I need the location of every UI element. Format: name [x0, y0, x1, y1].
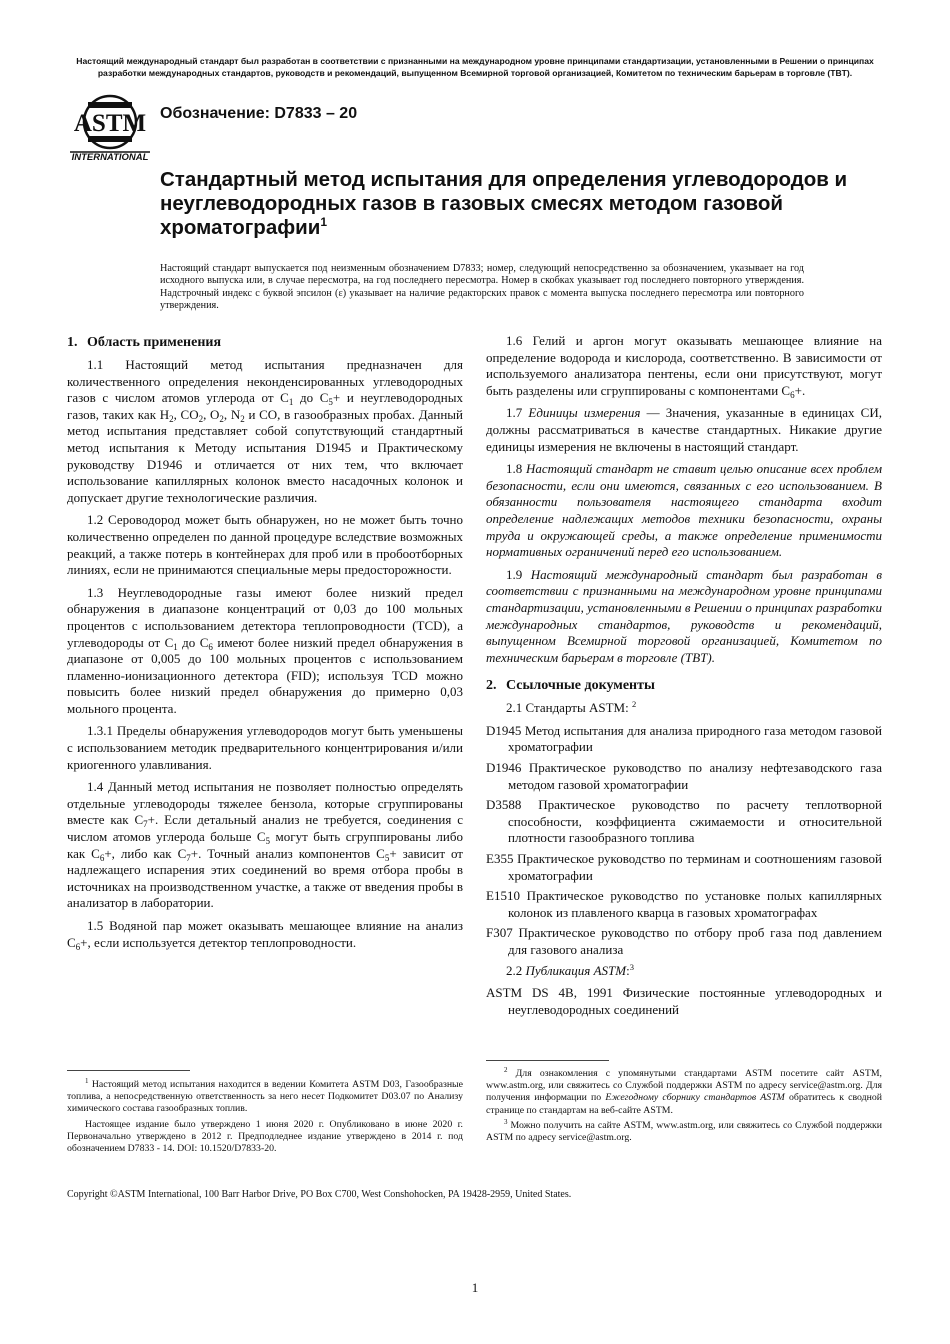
- paragraph-1-8: 1.8 Настоящий стандарт не ставит целью описание всех проблем безопасности, если они имеются, связанных с его использованием. В обязанности пользователя настоящего стандарта входит определение надлежащих методов техники безопасности, охраны труда и окружающей среды, а также определение применимости нормативных ограничений перед его использованием.: [486, 461, 882, 560]
- title-text: Стандартный метод испытания для определения углеводородов и неуглеводородных газов в газовых смесях методом газовой хроматографии: [160, 168, 848, 239]
- issuance-note: Настоящий стандарт выпускается под неизменным обозначением D7833; номер, следующий непосредственно за обозначением, указывает на год исходного выпуска или, в случае пересмотра, на год последнего пересмотра. Номер в скобках указывает год последнего повторного утверждения. Надстрочный индекс с буквой эпсилон (ε) указывает на наличие редакторских правок с момента выпуска последнего пересмотра или повторного утверждения.: [160, 263, 804, 312]
- footnote-2-3: $^2$ Для ознакомления с упомянутыми стандартами ASTM посетите сайт ASTM, www.astm.org, или свяжитесь со Службой поддержки ASTM по адресу service@astm.org. Для получения информации по Ежегодному сборнику стандартов ASTM обратитесь к сводной странице по стандартам на веб-сайте ASTM. $^3$ Можно получить на сайте ASTM, www.astm.org, или свяжитесь со Службой поддержки ASTM по адресу service@astm.org.: [486, 1066, 883, 1144]
- section-1-heading: 1. Область применения: [67, 335, 222, 350]
- reference-item: D1946 Практическое руководство по анализу нефтезаводского газа методом газовой хроматографии: [486, 760, 882, 792]
- paragraph-1-3-1: 1.3.1 Пределы обнаружения углеводородов могут быть уменьшены с использованием методик предварительного концентрирования и/или криогенного улавливания.: [67, 723, 463, 772]
- reference-item: D1945 Метод испытания для анализа природного газа методом газовой хроматографии: [486, 722, 882, 755]
- header-notice: Настоящий международный стандарт был разработан в соответствии с признанными на международном уровне принципами стандартизации, установленными в Решении о принципах разработки международных стандартов, руководств и рекомендаций, выпущенном Всемирной торговой организацией, Комитетом по техническим барьерам в торговле (TBT).: [76, 56, 874, 78]
- document-title: [160, 168, 860, 240]
- footnote-rule-left: [67, 1070, 190, 1071]
- logo-text: ASTM: [73, 110, 147, 137]
- paragraph-1-2: 1.2 Сероводород может быть обнаружен, но не может быть точно количественно определен по данной процедуре вследствие возможных реакций, а также потерь в контейнерах для проб или в пробоотборных линиях, если не принимаются специальные меры предосторожности.: [67, 512, 463, 578]
- paragraph-1-5: 1.5 Водяной пар может оказывать мешающее влияние на анализ $C_6+$, если используется детектор теплопроводности.: [67, 918, 463, 952]
- logo-subtext: INTERNATIONAL: [71, 152, 149, 163]
- right-column: [486, 333, 882, 1022]
- footnote-1: $^1$ Настоящий метод испытания находится в ведении Комитета ASTM D03, Газообразные топлива, а непосредственную ответственность за него несет Подкомитет D03.07 по Анализу химического состава газообразных топлив. Настоящее издание было утверждено 1 июня 2020 г. Опубликовано в июне 2020 г. Первоначально утверждено в 2012 г. Предподледнее издание утверждено в 2014 г. под обозначением D7833 - 14. DOI: 10.1520/D7833-20.: [67, 1077, 463, 1155]
- paragraph-1-6: 1.6 Гелий и аргон могут оказывать мешающее влияние на определение водорода и кислорода, соответственно. В зависимости от используемого анализатора пентены, если они присутствуют, могут быть разделены или сгруппированы с компонентами $C_6+$.: [486, 333, 882, 400]
- designation: Обозначение: D7833 – 20: [160, 105, 358, 122]
- title-footnote-mark: 1: [320, 215, 328, 229]
- reference-item: F307 Практическое руководство по отбору проб газа под давлением для газового анализа: [486, 925, 882, 957]
- paragraph-2-2: 2.2 Публикация ASTM:$^3$: [506, 961, 634, 978]
- publication-item: ASTM DS 4B, 1991 Физические постоянные углеводородных и неуглеводородных соединений: [486, 985, 882, 1017]
- astm-logo: [68, 88, 152, 166]
- paragraph-1-7: 1.7 Единицы измерения — Значения, указанные в единицах СИ, должны рассматриваться в качестве стандартных. Никакие другие единицы измерения не включены в настоящий стандарт.: [486, 405, 882, 454]
- reference-item: E1510 Практическое руководство по установке полых капиллярных колонок из плавленого кварца в газовых хроматографах: [486, 888, 882, 920]
- paragraph-1-3: 1.3 Неуглеводородные газы имеют более низкий предел обнаружения в диапазоне концентраций от 0,03 до 100 мольных процентов с использованием детектора теплопроводности (TCD), а углеводороды от $C_1$ до $C_6$ имеют более низкий предел обнаружения в диапазоне от 0,005 до 100 мольных процентов с использованием пламенно-ионизационного детектора (FID); используя TCD можно повысить более низкий предел обнаружения до примерно 0,03 мольного процента.: [67, 584, 464, 716]
- reference-item: E355 Практическое руководство по терминам и соотношениям газовой хроматографии: [486, 851, 882, 883]
- paragraph-1-1: 1.1 Настоящий метод испытания предназначен для количественного определения неконденсированных углеводородных газов с числом атомов углерода от $C_1$ до $C_5+ и$ неуглеводородных газов, таких как $H_2$, $CO_2$, $O_2$, $N_2$ и CO, в газообразных пробах. Данный метод испытания представляет собой сопутствующий стандартный метод испытания к Методу испытания D1945 и Практическому руководству D1946 и отличается от них тем, что включает использование капиллярных колонок вместо насадочных колонок и допускает другие технологические различия.: [67, 357, 463, 505]
- section-2-heading: 2. Ссылочные документы: [486, 678, 655, 694]
- reference-item: D3588 Практическое руководство по расчету теплотворной способности, коэффициента сжимаемости и относительной плотности газообразного топлива: [486, 797, 882, 846]
- paragraph-1-9: 1.9 Настоящий международный стандарт был разработан в соответствии с признанными на международном уровне принципами стандартизации, установленными в Решении о принципах разработки международных стандартов, руководств и рекомендаций, выпущенном Всемирной торговой организацией, Комитетом по техническим барьерам в торговле (TBT).: [486, 566, 883, 665]
- page-number: 1: [471, 1280, 479, 1295]
- paragraph-1-4: 1.4 Данный метод испытания не позволяет полностью определять отдельные углеводороды тяжелее бензола, которые сгруппированы вместе как $C_7+$. Если детальный анализ не требуется, соединения с числом атомов углерода больше $C_5$ могут быть сгруппированы либо как $C_6+$, либо как $C_7+$. Точный анализ компонентов $C_5+$ зависит от надлежащего испарения этих соединений во время отбора пробы в источниках на производственном участке, а также от введения пробы в анализатор в лаборатории.: [67, 779, 463, 911]
- left-column: [67, 333, 463, 957]
- paragraph-2-1: 2.1 Стандарты ASTM: $^2$: [506, 699, 637, 716]
- footnote-rule-right: [486, 1060, 609, 1061]
- copyright: Copyright ©ASTM International, 100 Barr Harbor Drive, PO Box C700, West Conshohocken, PA 19428-2959, United States.: [67, 1189, 572, 1200]
